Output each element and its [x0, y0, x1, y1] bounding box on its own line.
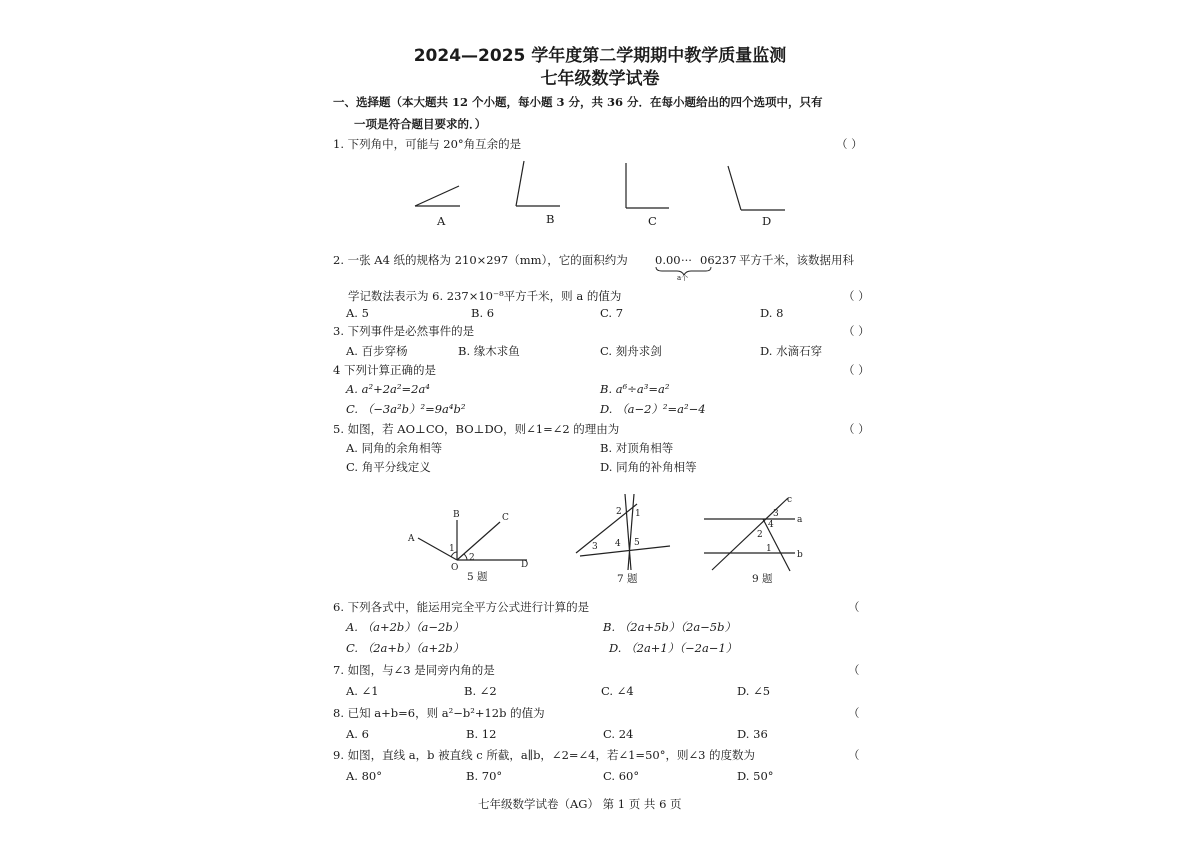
fig7-label-1: 1 — [635, 509, 641, 519]
fig5-label-2: 2 — [469, 553, 475, 563]
angle-a-label: A — [437, 214, 446, 228]
page-footer: 七年级数学试卷（AG） 第 1 页 共 6 页 — [478, 797, 682, 811]
question-8-answer-bracket[interactable]: （ — [848, 706, 860, 720]
fig9-label-c: c — [787, 495, 793, 505]
fig9-caption: 9 题 — [752, 573, 773, 585]
question-7-option-b[interactable]: B. ∠2 — [464, 684, 497, 698]
question-7-stem: 7. 如图，与∠3 是同旁内角的是 — [333, 663, 495, 677]
question-7-option-a[interactable]: A. ∠1 — [346, 684, 379, 698]
question-6-option-d[interactable]: D. （2a+1）（−2a−1） — [609, 641, 738, 655]
question-6-option-a[interactable]: A. （a+2b）（a−2b） — [346, 620, 465, 634]
question-8-option-a[interactable]: A. 6 — [346, 727, 369, 741]
question-6-stem: 6. 下列各式中，能运用完全平方公式进行计算的是 — [333, 600, 590, 614]
question-5-option-a[interactable]: A. 同角的余角相等 — [346, 441, 443, 455]
fig5-caption: 5 题 — [467, 571, 488, 583]
question-2-number-suffix: 06237 — [700, 253, 737, 267]
question-4-answer-bracket[interactable]: （ ） — [843, 363, 870, 377]
question-8-stem: 8. 已知 a+b=6，则 a²−b²+12b 的值为 — [333, 706, 545, 720]
question-4-option-b[interactable]: B. a⁶÷a³=a² — [600, 382, 670, 396]
section-heading-cont: 一项是符合题目要求的．） — [354, 117, 487, 131]
question-3-option-a[interactable]: A. 百步穿杨 — [346, 344, 408, 358]
question-2-stem: 2. 一张 A4 纸的规格为 210×297（mm），它的面积约为 — [333, 253, 628, 267]
fig9-label-2: 2 — [757, 530, 763, 540]
question-9-option-a[interactable]: A. 80° — [346, 769, 382, 783]
question-5-option-d[interactable]: D. 同角的补角相等 — [600, 460, 697, 474]
fig5-label-o: O — [451, 563, 459, 573]
fig7-caption: 7 题 — [617, 573, 638, 585]
question-2-stem-cont: 平方千米，该数据用科 — [739, 253, 854, 267]
exam-subtitle: 七年级数学试卷 — [540, 69, 660, 89]
fig5-label-b: B — [453, 510, 460, 520]
fig5-label-a: A — [408, 534, 415, 544]
question-2-number-prefix: 0.00 — [655, 253, 681, 267]
question-6-answer-bracket[interactable]: （ — [848, 600, 860, 614]
fig7-label-2: 2 — [616, 507, 622, 517]
question-1-stem: 1. 下列角中，可能与 20°角互余的是 — [333, 137, 522, 151]
question-2-option-b[interactable]: B. 6 — [471, 306, 495, 320]
question-4-option-a[interactable]: A. a²+2a²=2a⁴ — [346, 382, 430, 396]
exam-title: 2024—2025 学年度第二学期期中教学质量监测 — [413, 46, 787, 66]
question-8-option-b[interactable]: B. 12 — [466, 727, 497, 741]
question-2-brace-label: a个 — [677, 274, 689, 282]
angle-b-label: B — [546, 212, 555, 226]
question-3-option-d[interactable]: D. 水滴石穿 — [760, 344, 823, 358]
question-9-option-c[interactable]: C. 60° — [603, 769, 640, 783]
question-3-answer-bracket[interactable]: （ ） — [843, 324, 870, 338]
question-6-option-b[interactable]: B. （2a+5b）（2a−5b） — [603, 620, 736, 634]
question-7-option-c[interactable]: C. ∠4 — [601, 684, 634, 698]
question-2-answer-bracket[interactable]: （ ） — [843, 289, 870, 303]
question-4-option-d[interactable]: D. （a−2）²=a²−4 — [600, 402, 706, 416]
question-6-option-c[interactable]: C. （2a+b）（a+2b） — [346, 641, 465, 655]
question-2-number-dots: ··· — [681, 253, 692, 267]
question-2-option-a[interactable]: A. 5 — [346, 306, 369, 320]
question-3-option-c[interactable]: C. 刻舟求剑 — [600, 344, 662, 358]
fig9-label-1: 1 — [766, 544, 772, 554]
fig7-label-3: 3 — [592, 542, 598, 552]
question-3-option-b[interactable]: B. 缘木求鱼 — [458, 344, 520, 358]
question-9-answer-bracket[interactable]: （ — [848, 748, 860, 762]
angle-c-label: C — [648, 214, 657, 228]
question-3-stem: 3. 下列事件是必然事件的是 — [333, 324, 475, 338]
question-7-option-d[interactable]: D. ∠5 — [737, 684, 771, 698]
question-9-option-b[interactable]: B. 70° — [466, 769, 503, 783]
question-9-option-d[interactable]: D. 50° — [737, 769, 774, 783]
question-5-option-b[interactable]: B. 对顶角相等 — [600, 441, 674, 455]
fig9-label-4: 4 — [768, 520, 774, 530]
fig9-label-b: b — [797, 550, 803, 560]
question-5-option-c[interactable]: C. 角平分线定义 — [346, 460, 431, 474]
angle-d-label: D — [762, 214, 772, 228]
fig7-label-5: 5 — [634, 538, 640, 548]
question-2-option-d[interactable]: D. 8 — [760, 306, 784, 320]
question-7-answer-bracket[interactable]: （ — [848, 663, 860, 677]
fig5-label-1: 1 — [449, 544, 455, 554]
question-2-option-c[interactable]: C. 7 — [600, 306, 624, 320]
question-8-option-c[interactable]: C. 24 — [603, 727, 634, 741]
fig9-label-3: 3 — [773, 509, 779, 519]
fig5-label-c: C — [502, 513, 509, 523]
fig5-label-d: D — [521, 560, 529, 570]
question-9-stem: 9. 如图，直线 a，b 被直线 c 所截，a∥b，∠2=∠4，若∠1=50°，则∠3 的度数为 — [333, 748, 756, 762]
question-8-option-d[interactable]: D. 36 — [737, 727, 768, 741]
question-5-stem: 5. 如图，若 AO⊥CO，BO⊥DO，则∠1=∠2 的理由为 — [333, 422, 620, 436]
question-4-stem: 4 下列计算正确的是 — [333, 363, 436, 377]
question-1-answer-bracket[interactable]: （ ） — [836, 137, 863, 151]
question-5-answer-bracket[interactable]: （ ） — [843, 422, 870, 436]
fig9-label-a: a — [797, 515, 803, 525]
question-4-option-c[interactable]: C. （−3a²b）²=9a⁴b² — [346, 402, 466, 416]
question-2-stem-line2: 学记数法表示为 6. 237×10⁻⁸平方千米，则 a 的值为 — [348, 289, 622, 303]
fig7-label-4: 4 — [615, 539, 621, 549]
section-heading: 一、选择题（本大题共 12 个小题，每小题 3 分，共 36 分．在每小题给出的四个选项中，只有 — [333, 95, 823, 109]
